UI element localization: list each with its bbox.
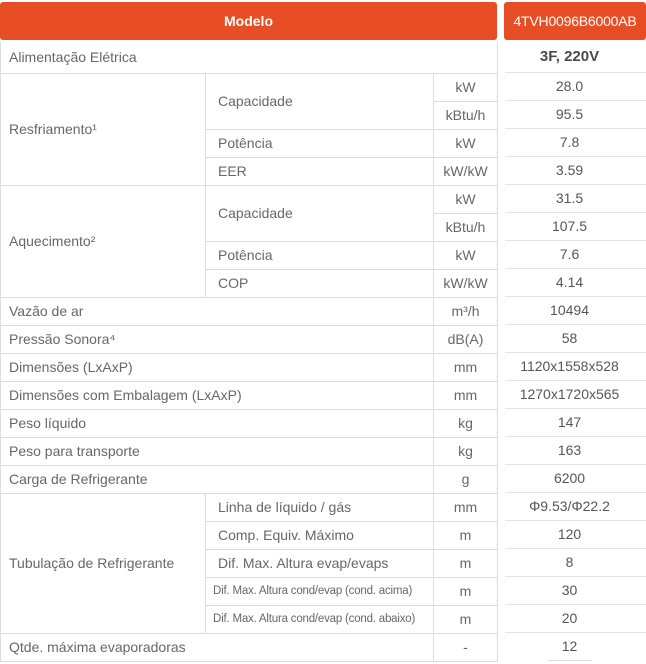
piping-cond-below-unit: m [434, 605, 498, 633]
row-airflow [1, 297, 498, 325]
value-piping-evap-height: 8 [505, 549, 646, 577]
piping-evap-height-label: Dif. Max. Altura evap/evaps [206, 549, 434, 577]
value-heating-cop: 4.14 [505, 269, 646, 297]
value-dimensions-packed: 1270x1720x565 [505, 381, 646, 409]
cooling-power-unit: kW [434, 129, 498, 157]
value-airflow: 10494 [505, 297, 646, 325]
row-net-weight [1, 409, 498, 437]
value-net-weight: 147 [505, 409, 646, 437]
piping-cond-above-unit: m [434, 577, 498, 605]
refrigerant-charge-label: Carga de Refrigerante [1, 465, 434, 493]
piping-max-length-unit: m [434, 521, 498, 549]
value-shipping-weight: 163 [505, 437, 646, 465]
max-evaporators-unit: - [434, 633, 498, 661]
heating-capacity-label: Capacidade [206, 185, 434, 241]
value-cooling-eer: 3.59 [505, 157, 646, 185]
heating-capacity-kw-unit: kW [434, 185, 498, 213]
power-supply-label: Alimentação Elétrica [1, 42, 498, 73]
row-refrigerant-charge [1, 465, 498, 493]
heating-cop-label: COP [206, 269, 434, 297]
airflow-label: Vazão de ar [1, 297, 434, 325]
model-header-cell: Modelo [0, 2, 497, 40]
value-sound-pressure: 58 [505, 325, 646, 353]
value-heating-power: 7.6 [505, 241, 646, 269]
cooling-section-label: Resfriamento¹ [1, 73, 206, 185]
dimensions-unit: mm [434, 353, 498, 381]
value-heating-capacity-kbtu: 107.5 [505, 213, 646, 241]
net-weight-label: Peso líquido [1, 409, 434, 437]
value-max-evaporators: 12 [505, 633, 646, 661]
piping-cond-below-label: Dif. Max. Altura cond/evap (cond. abaixo) [206, 605, 434, 633]
airflow-unit: m³/h [434, 297, 498, 325]
cooling-power-label: Potência [206, 129, 434, 157]
row-heating-capacity-kw [1, 185, 498, 213]
piping-lines-label: Linha de líquido / gás [206, 493, 434, 521]
cooling-capacity-kbtu-unit: kBtu/h [434, 101, 498, 129]
row-shipping-weight [1, 437, 498, 465]
value-column [505, 42, 646, 662]
value-power-supply: 3F, 220V [505, 42, 646, 73]
table-header [0, 2, 646, 40]
net-weight-unit: kg [434, 409, 498, 437]
cooling-capacity-kw-unit: kW [434, 73, 498, 101]
sound-pressure-label: Pressão Sonora⁴ [1, 325, 434, 353]
dimensions-packed-label: Dimensões com Embalagem (LxAxP) [1, 381, 434, 409]
row-max-evaporators [1, 633, 498, 661]
value-piping-lines: Φ9.53/Φ22.2 [505, 493, 646, 521]
value-cooling-capacity-kbtu: 95.5 [505, 101, 646, 129]
row-piping-lines [1, 493, 498, 521]
row-power-supply [1, 42, 498, 73]
sound-pressure-unit: dB(A) [434, 325, 498, 353]
value-piping-cond-above: 30 [505, 577, 646, 605]
heating-cop-unit: kW/kW [434, 269, 498, 297]
heating-power-unit: kW [434, 241, 498, 269]
heating-capacity-kbtu-unit: kBtu/h [434, 213, 498, 241]
cooling-eer-label: EER [206, 157, 434, 185]
shipping-weight-unit: kg [434, 437, 498, 465]
piping-section-label: Tubulação de Refrigerante [1, 493, 206, 633]
shipping-weight-label: Peso para transporte [1, 437, 434, 465]
spec-grid [0, 42, 498, 662]
row-dimensions [1, 353, 498, 381]
value-dimensions: 1120x1558x528 [505, 353, 646, 381]
piping-max-length-label: Comp. Equiv. Máximo [206, 521, 434, 549]
refrigerant-charge-unit: g [434, 465, 498, 493]
piping-evap-height-unit: m [434, 549, 498, 577]
row-sound-pressure [1, 325, 498, 353]
piping-lines-unit: mm [434, 493, 498, 521]
cooling-capacity-label: Capacidade [206, 73, 434, 129]
piping-cond-above-label: Dif. Max. Altura cond/evap (cond. acima) [206, 577, 434, 605]
value-refrigerant-charge: 6200 [505, 465, 646, 493]
row-cooling-capacity-kw [1, 73, 498, 101]
row-dimensions-packed [1, 381, 498, 409]
value-heating-capacity-kw: 31.5 [505, 185, 646, 213]
value-piping-max-length: 120 [505, 521, 646, 549]
heating-power-label: Potência [206, 241, 434, 269]
dimensions-packed-unit: mm [434, 381, 498, 409]
table-body [0, 42, 646, 662]
cooling-eer-unit: kW/kW [434, 157, 498, 185]
dimensions-label: Dimensões (LxAxP) [1, 353, 434, 381]
value-cooling-capacity-kw: 28.0 [505, 73, 646, 101]
value-piping-cond-below: 20 [505, 605, 646, 633]
max-evaporators-label: Qtde. máxima evaporadoras [1, 633, 434, 661]
value-cooling-power: 7.8 [505, 129, 646, 157]
model-number-cell: 4TVH0096B6000AB [504, 2, 646, 40]
heating-section-label: Aquecimento² [1, 185, 206, 297]
